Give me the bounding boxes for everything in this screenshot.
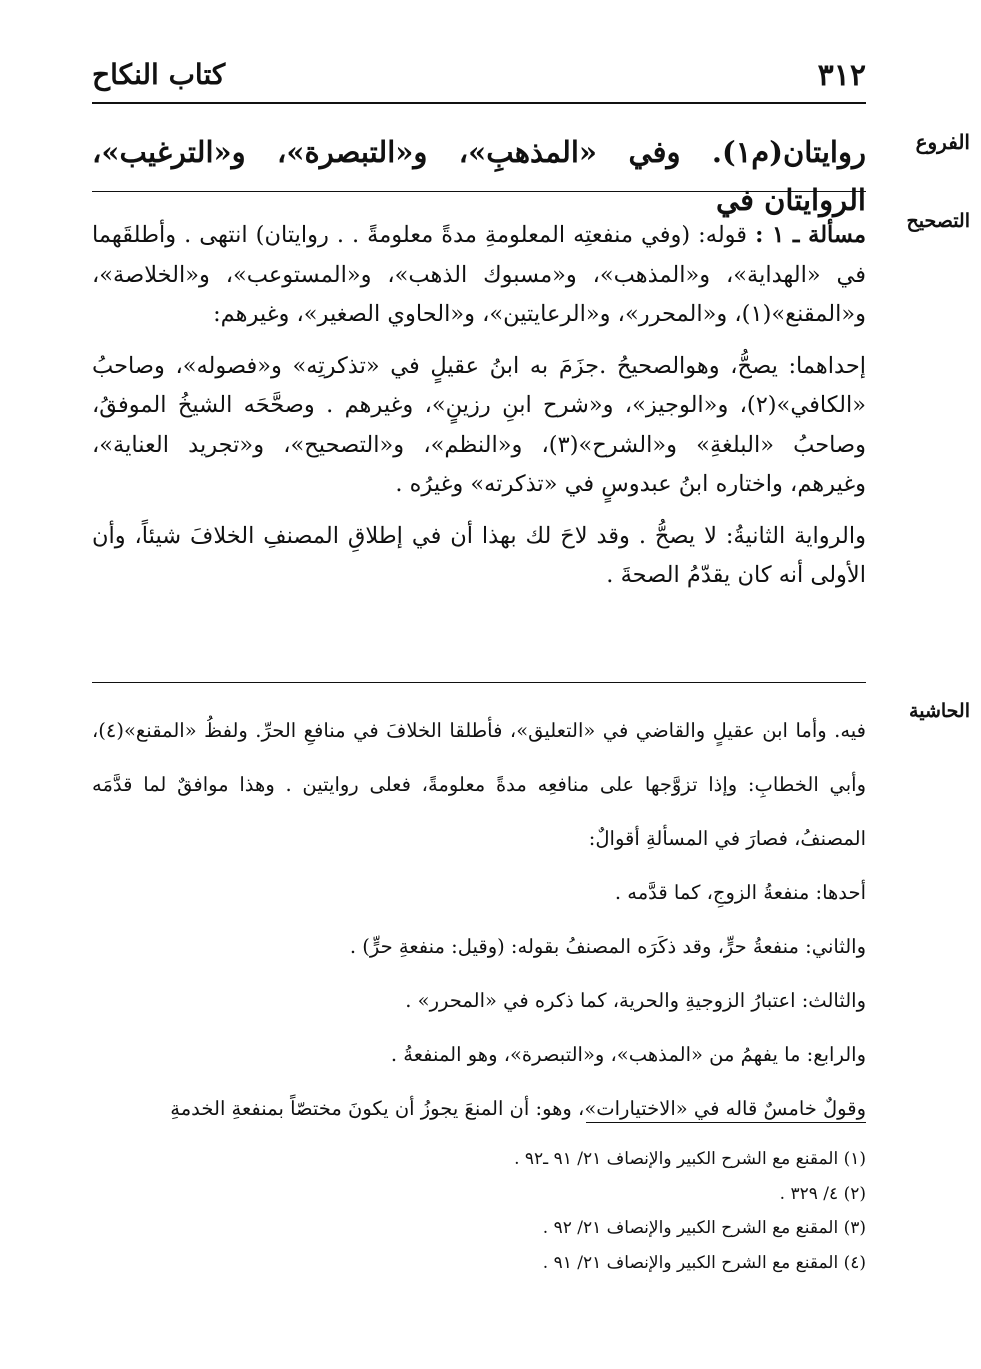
footnote: (٢) ٤/ ٣٢٩ . <box>779 1183 866 1204</box>
footnote-rule <box>586 1122 866 1123</box>
tashih-paragraph: والرواية الثانيةُ: لا يصحُّ . وقد لاحَ لك بهذا أن في إطلاقِ المصنفِ الخلافَ شيئاً، وأن الأولى أنه كان يقدّمُ الصحةَ . <box>92 522 866 588</box>
issue-lead: مسألة ـ ١ : <box>755 222 867 248</box>
running-header <box>92 52 866 96</box>
page-number: ٣١٢ <box>817 58 866 93</box>
label-furu: الفروع <box>915 130 970 154</box>
header-rule <box>92 102 866 104</box>
tashih-text: قوله: (وفي منفعتِه المعلومةِ مدةً معلومةً . . روايتان) انتهى . وأطلقَهما في «الهداية»، و«المذهب»، و«مسبوك الذهب»، و«المستوعب»، و«الخلاصة»، و«المقنع»(١)، و«المحرر»، و«الرعايتين»، و«الحاوي الصغير»، وغيرهم: <box>92 222 866 327</box>
footnote: (١) المقنع مع الشرح الكبير والإنصاف ٢١/ ٩١ ـ٩٢ . <box>514 1149 866 1169</box>
footnote: (٣) المقنع مع الشرح الكبير والإنصاف ٢١/ ٩٢ . <box>542 1218 866 1238</box>
tashih-section <box>92 216 866 596</box>
footnotes <box>92 1142 866 1280</box>
hashiya-paragraph: والثالث: اعتبارُ الزوجيةِ والحرية، كما ذكره في «المحرر» . <box>405 989 866 1012</box>
hashiya-paragraph: وقولٌ خامسٌ قاله في «الاختيارات»، وهو: أن المنعَ يجوزُ أن يكونَ مختصّاً بمنفعةِ الخدمةِ <box>170 1097 866 1120</box>
hashiya-paragraph: أحدها: منفعةُ الزوجِ، كما قدَّمه . <box>614 881 866 904</box>
tashih-rule <box>92 682 866 683</box>
hashiya-paragraph: والثاني: منفعةُ حرٍّ، وقد ذكَرَه المصنفُ بقوله: (وقيل: منفعةِ حرٍّ) . <box>349 935 866 958</box>
label-tashih: التصحيح <box>906 210 970 232</box>
furu-text: روايتان(م١). وفي «المذهبِ»، و«التبصرة»، و«الترغيب»، الروايتان في <box>92 135 866 217</box>
footnote: (٤) المقنع مع الشرح الكبير والإنصاف ٢١/ ٩١ . <box>542 1252 866 1273</box>
tashih-paragraph: إحداهما: يصحُّ، وهوالصحيحُ .جزَمَ به ابنُ عقيلٍ في «تذكرتِه» و«فصوله»، وصاحبُ «الكافي»(٢)، و«الوجيز»، و«شرح ابنِ رزينٍ»، وغيرهم . وصحَّحَه الشيخُ الموفقُ، وصاحبُ «البلغةِ» و«الشرح»(٣)، و«النظم»، و«التصحيح»، و«تجريد العناية»، وغيرهم، واختاره ابنُ عبدوسٍ في «تذكرته» وغيرُه . <box>92 352 866 497</box>
furu-rule <box>92 191 866 192</box>
hashiya-paragraph: فيه. وأما ابن عقيلٍ والقاضي في «التعليق»، فأطلقا الخلافَ في منافعِ الحرِّ. ولفظُ «المقنع»(٤)، وأبي الخطابِ: وإذا تزوَّجها على منافعِه مدةً معلومةً، فعلى روايتين . وهذا موافقٌ لما قدَّمَه المصنفُ، فصارَ في المسألةِ أقوالٌ: <box>92 719 866 850</box>
hashiya-paragraph: والرابع: ما يفهمُ من «المذهب»، و«التبصرة»، وهو المنفعةُ . <box>390 1043 866 1066</box>
hashiya-section <box>92 704 866 1136</box>
tashih-paragraph <box>92 216 866 335</box>
label-hashiya: الحاشية <box>909 700 970 722</box>
chapter-title: كتاب النكاح <box>92 58 226 91</box>
